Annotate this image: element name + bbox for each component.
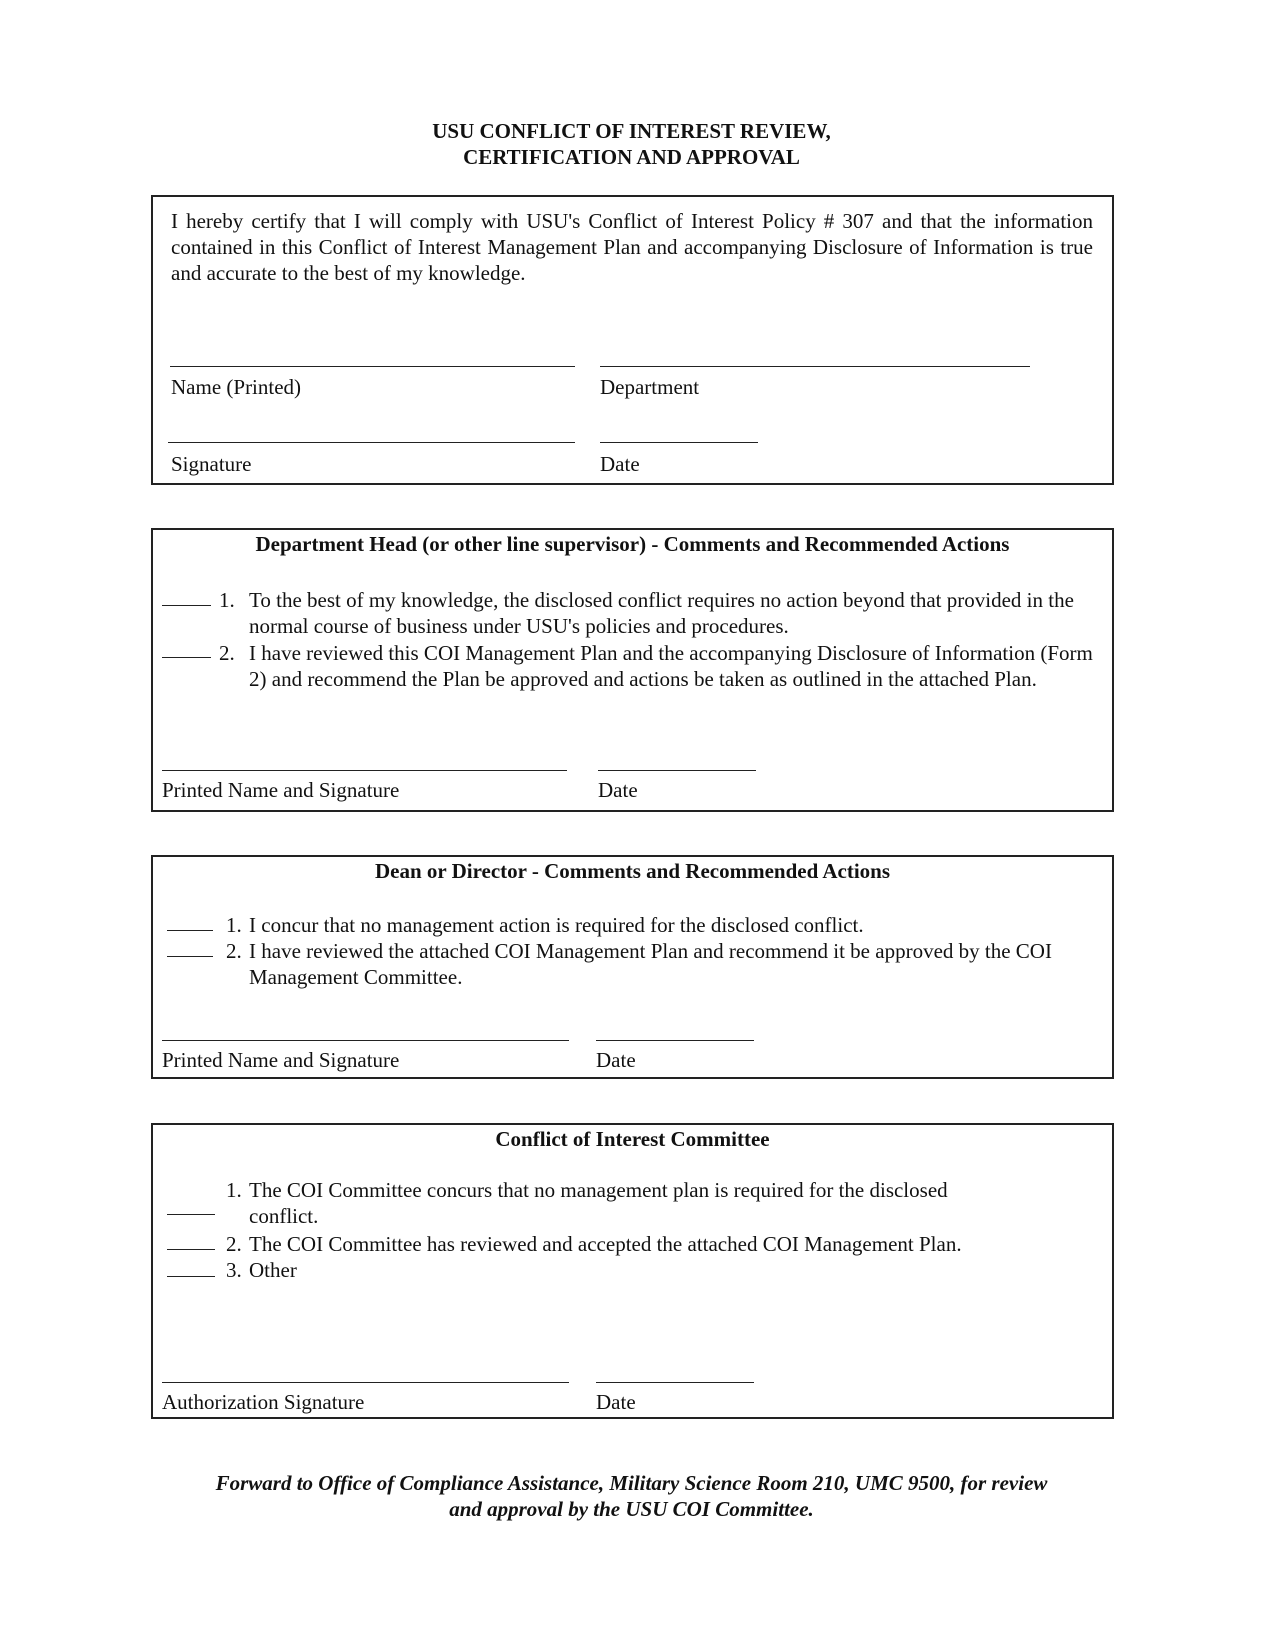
department-head-heading: Department Head (or other line supervisor) - Comments and Recommended Actions: [255, 532, 1010, 556]
committee-item-2-number: 2.: [226, 1232, 242, 1256]
date-line[interactable]: [600, 442, 758, 443]
signature-line[interactable]: [168, 442, 575, 443]
dean-section: [151, 855, 1114, 1079]
certification-statement: I hereby certify that I will comply with USU's Conflict of Interest Policy # 307 and that the information contained in this Conflict of Interest Management Plan and accompanying Disclosure of Information is true and accurate to the best of my knowledge.: [171, 209, 1093, 285]
footer-instructions-line-1: Forward to Office of Compliance Assistance, Military Science Room 210, UMC 9500, for review: [215, 1471, 1048, 1495]
department-head-item-2-checkline[interactable]: [162, 657, 211, 658]
dean-heading: Dean or Director - Comments and Recommended Actions: [374, 859, 891, 883]
committee-item-1-text: The COI Committee concurs that no management plan is required for the disclosed conflict.: [249, 1178, 948, 1228]
department-head-item-1-text: To the best of my knowledge, the disclosed conflict requires no action beyond that provided in the normal course of business under USU's policies and procedures.: [249, 588, 1074, 638]
page-title-line-1: USU CONFLICT OF INTEREST REVIEW,: [432, 119, 831, 143]
committee-item-3-number: 3.: [226, 1258, 242, 1282]
name-printed-line[interactable]: [170, 366, 575, 367]
committee-item-3-text: Other: [249, 1258, 297, 1282]
department-head-item-1-number: 1.: [219, 588, 235, 612]
certification-section: [151, 195, 1114, 485]
dean-date-line[interactable]: [596, 1040, 754, 1041]
dean-signature-line[interactable]: [162, 1040, 569, 1041]
department-head-date-line[interactable]: [598, 770, 756, 771]
committee-item-3-checkline[interactable]: [167, 1276, 215, 1277]
date-label: Date: [600, 452, 640, 476]
dean-item-1-number: 1.: [226, 913, 242, 937]
committee-date-line[interactable]: [596, 1382, 754, 1383]
department-head-signature-line[interactable]: [162, 770, 567, 771]
department-head-item-2-number: 2.: [219, 641, 235, 665]
dean-signature-label: Printed Name and Signature: [162, 1048, 400, 1072]
committee-date-label: Date: [596, 1390, 636, 1414]
committee-signature-line[interactable]: [162, 1382, 569, 1383]
department-head-item-1-checkline[interactable]: [162, 605, 211, 606]
committee-section: [151, 1123, 1114, 1419]
committee-item-1-checkline[interactable]: [167, 1214, 215, 1215]
page-title-line-2: CERTIFICATION AND APPROVAL: [463, 145, 800, 169]
department-line[interactable]: [600, 366, 1030, 367]
dean-item-2-text: I have reviewed the attached COI Management Plan and recommend it be approved by the COI Management Committee.: [249, 939, 1052, 989]
footer-instructions-line-2: and approval by the USU COI Committee.: [449, 1497, 814, 1521]
dean-item-2-checkline[interactable]: [167, 956, 213, 957]
committee-item-1-number: 1.: [226, 1178, 242, 1202]
signature-label: Signature: [171, 452, 252, 476]
committee-heading: Conflict of Interest Committee: [495, 1127, 770, 1151]
committee-item-2-text: The COI Committee has reviewed and accepted the attached COI Management Plan.: [249, 1232, 962, 1256]
dean-item-1-text: I concur that no management action is required for the disclosed conflict.: [249, 913, 864, 937]
committee-signature-label: Authorization Signature: [162, 1390, 365, 1414]
department-label: Department: [600, 375, 700, 399]
department-head-section: [151, 528, 1114, 812]
name-printed-label: Name (Printed): [171, 375, 302, 399]
department-head-signature-label: Printed Name and Signature: [162, 778, 400, 802]
dean-item-2-number: 2.: [226, 939, 242, 963]
dean-item-1-checkline[interactable]: [167, 930, 213, 931]
dean-date-label: Date: [596, 1048, 636, 1072]
committee-item-2-checkline[interactable]: [167, 1249, 215, 1250]
department-head-date-label: Date: [598, 778, 638, 802]
department-head-item-2-text: I have reviewed this COI Management Plan and the accompanying Disclosure of Information (Form 2) and recommend the Plan be approved and actions be taken as outlined in the attached Plan.: [249, 641, 1093, 691]
